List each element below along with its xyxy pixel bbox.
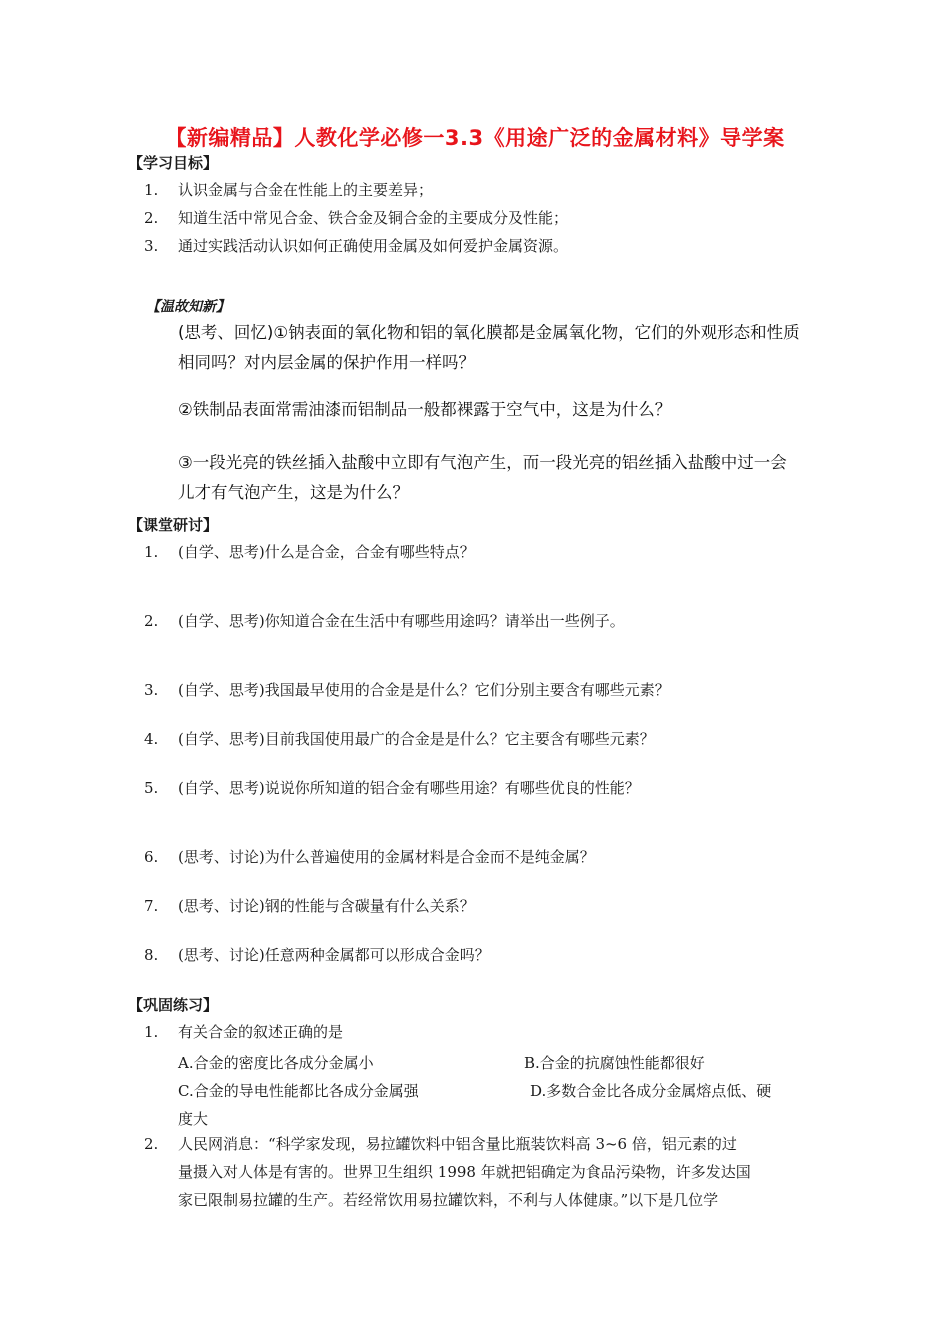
option-c: C.合金的导电性能都比各成分金属强 <box>178 1082 419 1100</box>
goal-text: 知道生活中常见合金、铁合金及铜合金的主要成分及性能； <box>178 209 569 227</box>
goals-heading: 【学习目标】 <box>128 154 219 172</box>
classroom-number: 5. <box>144 779 159 797</box>
goal-number: 2. <box>144 209 159 227</box>
classroom-number: 8. <box>144 946 159 964</box>
review-q1-line1: (思考、回忆)①钠表面的氧化物和铝的氧化膜都是金属氧化物，它们的外观形态和性质 <box>178 323 800 342</box>
classroom-item <box>144 725 655 753</box>
classroom-text: (自学、思考)目前我国使用最广的合金是是什么？它主要含有哪些元素？ <box>178 730 655 748</box>
option-d: D.多数合金比各成分金属熔点低、硬 <box>530 1082 772 1100</box>
classroom-text: (自学、思考)你知道合金在生活中有哪些用途吗？请举出一些例子。 <box>178 612 625 630</box>
classroom-item <box>144 607 625 635</box>
classroom-number: 1. <box>144 543 159 561</box>
practice-question-2-number <box>144 1130 178 1158</box>
classroom-number: 4. <box>144 730 159 748</box>
review-q1-line2: 相同吗？对内层金属的保护作用一样吗？ <box>178 353 475 372</box>
option-b: B.合金的抗腐蚀性能都很好 <box>524 1054 705 1072</box>
classroom-item <box>144 892 475 920</box>
option-d-continued: 度大 <box>178 1110 209 1128</box>
goal-item <box>144 232 568 260</box>
practice-number: 2. <box>144 1135 159 1153</box>
classroom-text: (思考、讨论)钢的性能与含碳量有什么关系？ <box>178 897 475 915</box>
classroom-text: (自学、思考)什么是合金，合金有哪些特点？ <box>178 543 475 561</box>
classroom-item <box>144 843 595 871</box>
review-q3-line2: 儿才有气泡产生，这是为什么？ <box>178 483 409 502</box>
goal-item <box>144 176 433 204</box>
review-q3-line1: ③一段光亮的铁丝插入盐酸中立即有气泡产生，而一段光亮的铝丝插入盐酸中过一会 <box>178 453 787 472</box>
page-title: 【新编精品】人教化学必修一3.3《用途广泛的金属材料》导学案 <box>165 126 785 150</box>
classroom-number: 2. <box>144 612 159 630</box>
review-question-1 <box>178 318 818 378</box>
classroom-item <box>144 774 640 802</box>
classroom-text: (思考、讨论)任意两种金属都可以形成合金吗？ <box>178 946 490 964</box>
review-question-2: ②铁制品表面常需油漆而铝制品一般都裸露于空气中，这是为什么？ <box>178 400 672 419</box>
practice-number: 1. <box>144 1023 159 1041</box>
practice-q2-line3: 家已限制易拉罐的生产。若经常饮用易拉罐饮料，不利与人体健康。”以下是几位学 <box>178 1191 719 1209</box>
classroom-item <box>144 538 475 566</box>
practice-question-1 <box>144 1018 343 1046</box>
practice-question-2 <box>178 1130 818 1214</box>
classroom-item <box>144 676 670 704</box>
practice-heading: 【巩固练习】 <box>128 996 219 1014</box>
classroom-number: 3. <box>144 681 159 699</box>
classroom-text: (自学、思考)说说你所知道的铝合金有哪些用途？有哪些优良的性能？ <box>178 779 640 797</box>
classroom-number: 6. <box>144 848 159 866</box>
goal-text: 通过实践活动认识如何正确使用金属及如何爱护金属资源。 <box>178 237 569 255</box>
classroom-item <box>144 941 490 969</box>
goal-number: 3. <box>144 237 159 255</box>
practice-q2-line2: 量摄入对人体是有害的。世界卫生组织 1998 年就把铝确定为食品污染物，许多发达国 <box>178 1163 751 1181</box>
classroom-heading: 【课堂研讨】 <box>128 516 219 534</box>
classroom-text: (思考、讨论)为什么普遍使用的金属材料是合金而不是纯金属？ <box>178 848 595 866</box>
review-question-3 <box>178 448 818 508</box>
goal-text: 认识金属与合金在性能上的主要差异； <box>178 181 434 199</box>
goal-number: 1. <box>144 181 159 199</box>
option-a: A.合金的密度比各成分金属小 <box>178 1054 374 1072</box>
practice-stem: 有关合金的叙述正确的是 <box>178 1023 344 1041</box>
goal-item <box>144 204 568 232</box>
classroom-text: (自学、思考)我国最早使用的合金是是什么？它们分别主要含有哪些元素？ <box>178 681 670 699</box>
classroom-number: 7. <box>144 897 159 915</box>
review-heading: 【温故知新】 <box>146 299 230 315</box>
practice-q2-line1: 人民网消息：“科学家发现，易拉罐饮料中铝含量比瓶装饮料高 3~6 倍，铝元素的过 <box>178 1135 737 1153</box>
